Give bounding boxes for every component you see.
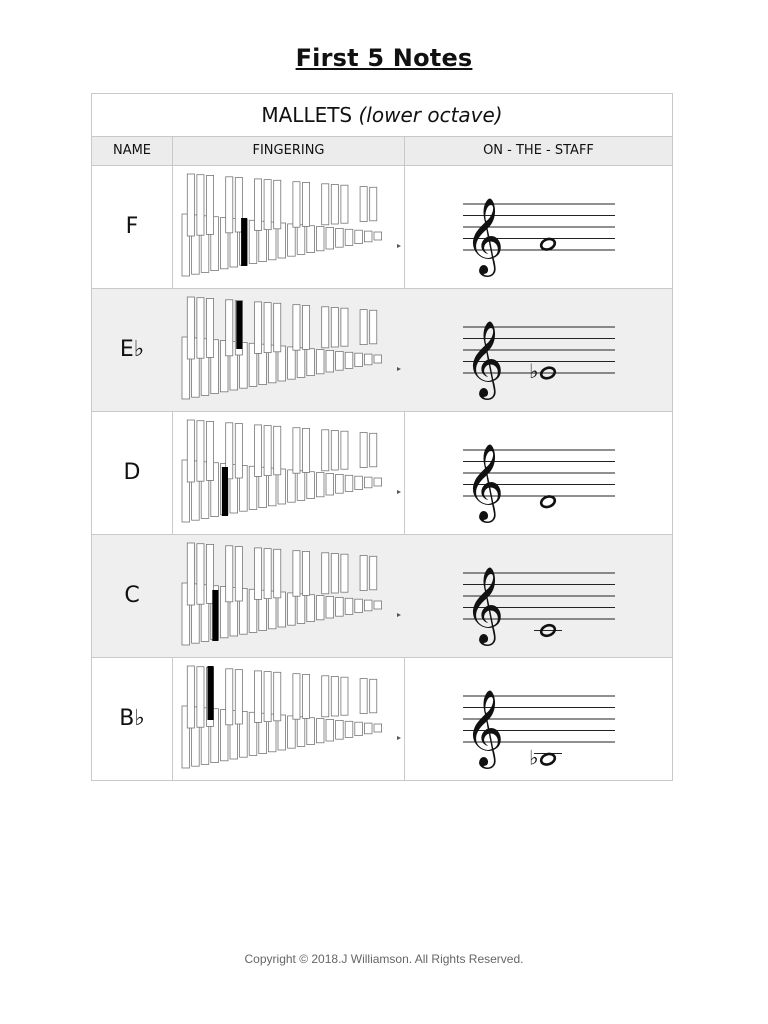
- highlighted-bar: [207, 666, 213, 720]
- accidental-bar: [206, 421, 213, 480]
- accidental-bar: [264, 549, 271, 599]
- accidental-bar: [322, 430, 329, 471]
- whole-note-icon: [540, 237, 557, 251]
- accidental-bar: [370, 679, 377, 713]
- natural-bar: [316, 596, 324, 620]
- accidental-bar: [274, 549, 281, 598]
- accidental-bar: [187, 666, 194, 728]
- natural-bar: [297, 225, 305, 255]
- accidental-bar: [293, 305, 300, 351]
- natural-bar: [288, 470, 296, 502]
- highlighted-bar: [236, 301, 242, 349]
- natural-bar: [307, 472, 315, 499]
- natural-bar: [336, 474, 344, 493]
- natural-bar: [374, 232, 382, 240]
- fingering-cell: [173, 535, 404, 657]
- natural-bar: [297, 717, 305, 747]
- accidental-bar: [235, 670, 242, 725]
- accidental-bar: [360, 679, 367, 714]
- accidental-bar: [226, 300, 233, 356]
- note-name: E♭: [119, 337, 145, 362]
- accidental-bar: [360, 310, 367, 345]
- natural-bar: [307, 349, 315, 376]
- note-row: [92, 166, 672, 289]
- natural-bar: [297, 348, 305, 378]
- accidental-bar: [187, 543, 194, 605]
- accidental-bar: [293, 428, 300, 474]
- accidental-bar: [322, 307, 329, 348]
- music-staff: [405, 658, 672, 780]
- natural-bar: [316, 227, 324, 251]
- staff-cell: [405, 166, 672, 288]
- natural-bar: [355, 476, 363, 489]
- natural-bar: [316, 350, 324, 374]
- treble-clef-icon: 𝄞: [465, 689, 505, 766]
- natural-bar: [288, 593, 296, 625]
- natural-bar: [364, 477, 372, 488]
- natural-bar: [345, 352, 353, 368]
- fingering-cell: [173, 166, 404, 288]
- music-staff: [405, 166, 672, 288]
- arrow-marker-icon: [397, 736, 401, 740]
- whole-note-icon: [540, 495, 557, 509]
- accidental-bar: [187, 420, 194, 482]
- natural-bar: [355, 230, 363, 243]
- accidental-bar: [322, 553, 329, 594]
- natural-bar: [336, 720, 344, 739]
- chart-heading-main: MALLETS: [261, 103, 353, 127]
- mallet-keyboard-diagram: [173, 166, 404, 288]
- natural-bar: [307, 226, 315, 253]
- accidental-bar: [360, 433, 367, 468]
- highlighted-bar: [212, 590, 218, 641]
- arrow-marker-icon: [397, 490, 401, 494]
- note-row: [92, 289, 672, 412]
- music-staff: [405, 535, 672, 657]
- accidental-bar: [254, 671, 261, 723]
- accidental-bar: [302, 305, 309, 349]
- note-row: [92, 412, 672, 535]
- natural-bar: [355, 353, 363, 366]
- natural-bar: [374, 355, 382, 363]
- accidental-bar: [187, 297, 194, 359]
- natural-bar: [326, 351, 334, 373]
- note-name: B♭: [119, 706, 145, 731]
- flat-icon: ♭: [529, 359, 539, 383]
- accidental-bar: [370, 433, 377, 467]
- accidental-bar: [341, 185, 348, 223]
- mallet-keyboard-diagram: [173, 289, 404, 411]
- column-header-row: [92, 137, 672, 166]
- arrow-marker-icon: [397, 244, 401, 248]
- natural-bar: [364, 231, 372, 242]
- accidental-bar: [264, 672, 271, 722]
- accidental-bar: [370, 187, 377, 221]
- accidental-bar: [341, 431, 348, 469]
- natural-bar: [364, 723, 372, 734]
- accidental-bar: [360, 187, 367, 222]
- accidental-bar: [254, 425, 261, 477]
- natural-bar: [364, 600, 372, 611]
- natural-bar: [307, 718, 315, 745]
- natural-bar: [307, 595, 315, 622]
- accidental-bar: [331, 185, 338, 225]
- staff-cell: [405, 289, 672, 411]
- accidental-bar: [206, 175, 213, 234]
- accidental-bar: [235, 424, 242, 479]
- fingering-chart: [91, 93, 673, 781]
- accidental-bar: [360, 556, 367, 591]
- accidental-bar: [197, 298, 204, 359]
- accidental-bar: [341, 554, 348, 592]
- accidental-bar: [341, 677, 348, 715]
- natural-bar: [326, 474, 334, 496]
- arrow-marker-icon: [397, 367, 401, 371]
- accidental-bar: [254, 179, 261, 231]
- page-title: First 5 Notes: [295, 44, 473, 72]
- natural-bar: [364, 354, 372, 365]
- natural-bar: [374, 601, 382, 609]
- staff-cell: [405, 412, 672, 534]
- accidental-bar: [235, 547, 242, 602]
- natural-bar: [345, 229, 353, 245]
- natural-bar: [326, 228, 334, 250]
- natural-bar: [326, 720, 334, 742]
- accidental-bar: [206, 298, 213, 357]
- highlighted-bar: [222, 467, 228, 516]
- copyright-notice: Copyright © 2018.J Williamson. All Rights Reserved.: [244, 952, 524, 966]
- mallet-keyboard-diagram: [173, 658, 404, 780]
- music-staff: [405, 289, 672, 411]
- accidental-bar: [274, 672, 281, 721]
- chart-heading: [92, 94, 672, 137]
- natural-bar: [326, 597, 334, 619]
- accidental-bar: [322, 184, 329, 225]
- staff-cell: [405, 658, 672, 780]
- treble-clef-icon: 𝄞: [465, 320, 505, 397]
- natural-bar: [336, 597, 344, 616]
- accidental-bar: [370, 310, 377, 344]
- natural-bar: [374, 478, 382, 486]
- chart-heading-sub: (lower octave): [358, 103, 503, 127]
- accidental-bar: [264, 426, 271, 476]
- note-name: F: [125, 214, 139, 239]
- accidental-bar: [226, 546, 233, 602]
- natural-bar: [355, 599, 363, 612]
- accidental-bar: [331, 554, 338, 594]
- column-header-name: NAME: [112, 143, 152, 158]
- natural-bar: [297, 594, 305, 624]
- accidental-bar: [264, 180, 271, 230]
- note-row: [92, 535, 672, 658]
- natural-bar: [345, 721, 353, 737]
- natural-bar: [345, 475, 353, 491]
- note-row: [92, 658, 672, 781]
- natural-bar: [336, 228, 344, 247]
- accidental-bar: [197, 421, 204, 482]
- natural-bar: [297, 471, 305, 501]
- treble-clef-icon: 𝄞: [465, 443, 505, 520]
- accidental-bar: [331, 308, 338, 348]
- arrow-marker-icon: [397, 613, 401, 617]
- accidental-bar: [187, 174, 194, 236]
- whole-note-icon: [540, 752, 557, 766]
- accidental-bar: [293, 182, 300, 228]
- natural-bar: [345, 598, 353, 614]
- accidental-bar: [264, 303, 271, 353]
- accidental-bar: [274, 426, 281, 475]
- treble-clef-icon: 𝄞: [465, 197, 505, 274]
- accidental-bar: [293, 551, 300, 597]
- accidental-bar: [197, 544, 204, 605]
- column-header-fingering: FINGERING: [252, 143, 325, 158]
- natural-bar: [288, 347, 296, 379]
- natural-bar: [288, 224, 296, 256]
- accidental-bar: [254, 302, 261, 354]
- accidental-bar: [293, 674, 300, 720]
- accidental-bar: [302, 674, 309, 718]
- note-name: C: [124, 583, 140, 608]
- treble-clef-icon: 𝄞: [465, 566, 505, 643]
- mallet-keyboard-diagram: [173, 535, 404, 657]
- accidental-bar: [322, 676, 329, 717]
- fingering-cell: [173, 412, 404, 534]
- natural-bar: [374, 724, 382, 732]
- accidental-bar: [331, 431, 338, 471]
- accidental-bar: [302, 428, 309, 472]
- natural-bar: [288, 716, 296, 748]
- accidental-bar: [370, 556, 377, 590]
- natural-bar: [336, 351, 344, 370]
- accidental-bar: [197, 667, 204, 728]
- accidental-bar: [197, 175, 204, 236]
- natural-bar: [316, 473, 324, 497]
- note-name: D: [123, 460, 141, 485]
- fingering-cell: [173, 289, 404, 411]
- highlighted-bar: [241, 218, 247, 266]
- accidental-bar: [226, 669, 233, 725]
- accidental-bar: [274, 180, 281, 229]
- accidental-bar: [302, 551, 309, 595]
- accidental-bar: [254, 548, 261, 600]
- accidental-bar: [341, 308, 348, 346]
- accidental-bar: [274, 303, 281, 352]
- fingering-cell: [173, 658, 404, 780]
- staff-cell: [405, 535, 672, 657]
- music-staff: [405, 412, 672, 534]
- flat-icon: ♭: [529, 745, 539, 770]
- natural-bar: [316, 719, 324, 743]
- natural-bar: [355, 722, 363, 735]
- accidental-bar: [331, 677, 338, 717]
- column-header-staff: ON - THE - STAFF: [483, 143, 594, 158]
- accidental-bar: [302, 182, 309, 226]
- mallet-keyboard-diagram: [173, 412, 404, 534]
- accidental-bar: [226, 177, 233, 233]
